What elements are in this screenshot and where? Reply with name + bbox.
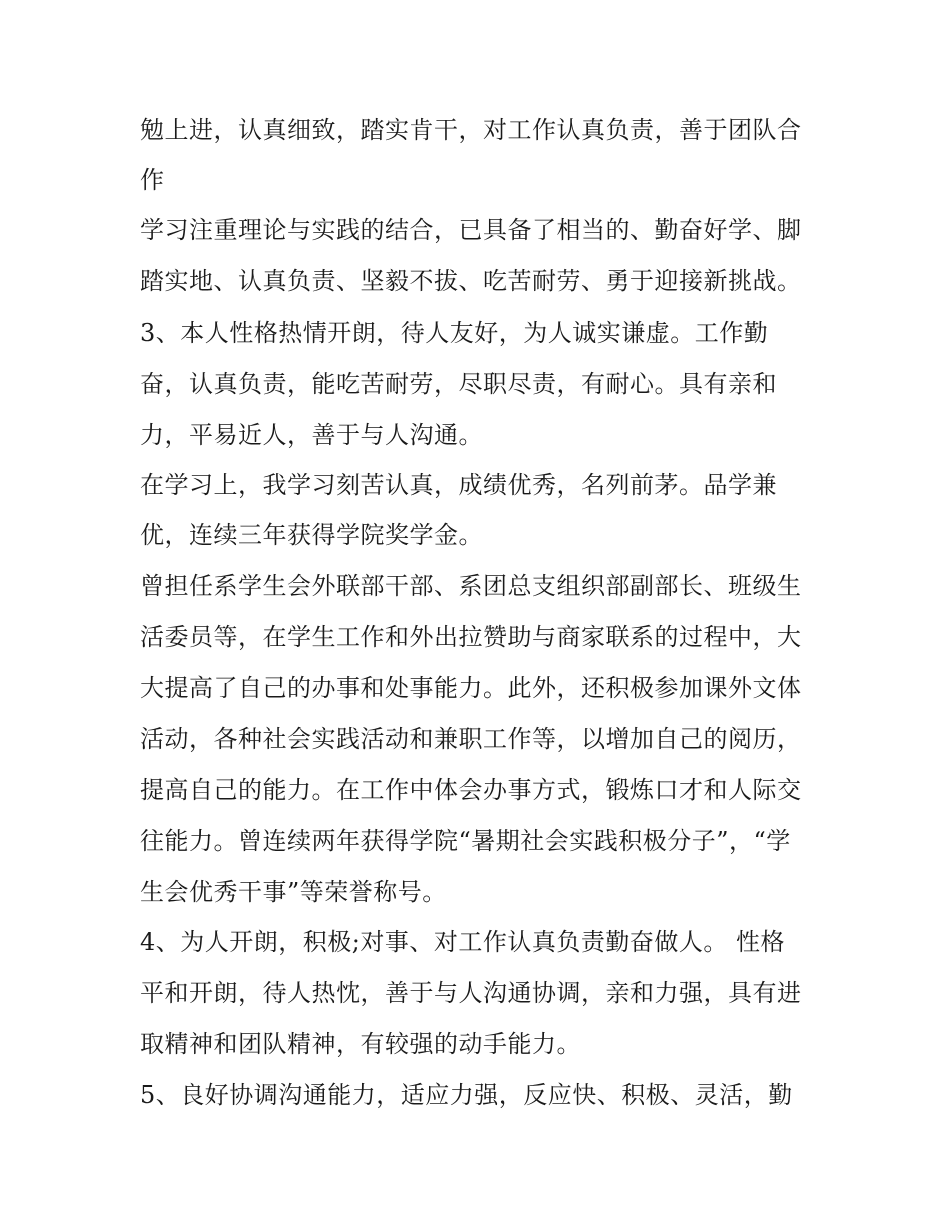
text-line: 3、本人性格热情开朗，待人友好，为人诚实谦虚。工作勤 — [140, 319, 769, 347]
text-line: 优，连续三年获得学院奖学金。 — [140, 521, 483, 549]
text-line: 取精神和团队精神，有较强的动手能力。 — [140, 1030, 581, 1058]
text-line: 提高自己的能力。在工作中体会办事方式，锻炼口才和人际交 — [140, 776, 802, 804]
text-line: 学习注重理论与实践的结合，已具备了相当的、勤奋好学、脚 — [140, 216, 802, 244]
text-line: 踏实地、认真负责、坚毅不拔、吃苦耐劳、勇于迎接新挑战。 — [140, 267, 802, 295]
text-line: 勉上进，认真细致，踏实肯干，对工作认真负责，善于团队合 — [140, 116, 802, 144]
text-line: 曾担任系学生会外联部干部、系团总支组织部副部长、班级生 — [140, 572, 802, 600]
text-line: 活委员等，在学生工作和外出拉赞助与商家联系的过程中，大 — [140, 623, 802, 651]
text-line: 作 — [140, 166, 165, 194]
text-line: 生会优秀干事”等荣誉称号。 — [140, 878, 447, 906]
text-line: 往能力。曾连续两年获得学院“暑期社会实践积极分子”，“学 — [140, 827, 791, 855]
text-line: 平和开朗，待人热忱，善于与人沟通协调，亲和力强，具有进 — [140, 979, 802, 1007]
text-line: 大提高了自己的办事和处事能力。此外，还积极参加课外文体 — [140, 674, 802, 702]
text-line: 5、良好协调沟通能力，适应力强，反应快、积极、灵活，勤 — [140, 1081, 793, 1109]
text-line: 奋，认真负责，能吃苦耐劳，尽职尽责，有耐心。具有亲和 — [140, 370, 777, 398]
text-line: 力，平易近人，善于与人沟通。 — [140, 421, 483, 449]
text-line: 4、为人开朗，积极;对事、对工作认真负责勤奋做人。 性格 — [140, 928, 785, 956]
text-line: 在学习上，我学习刻苦认真，成绩优秀，名列前茅。品学兼 — [140, 471, 777, 499]
text-line: 活动，各种社会实践活动和兼职工作等，以增加自己的阅历， — [140, 725, 802, 753]
